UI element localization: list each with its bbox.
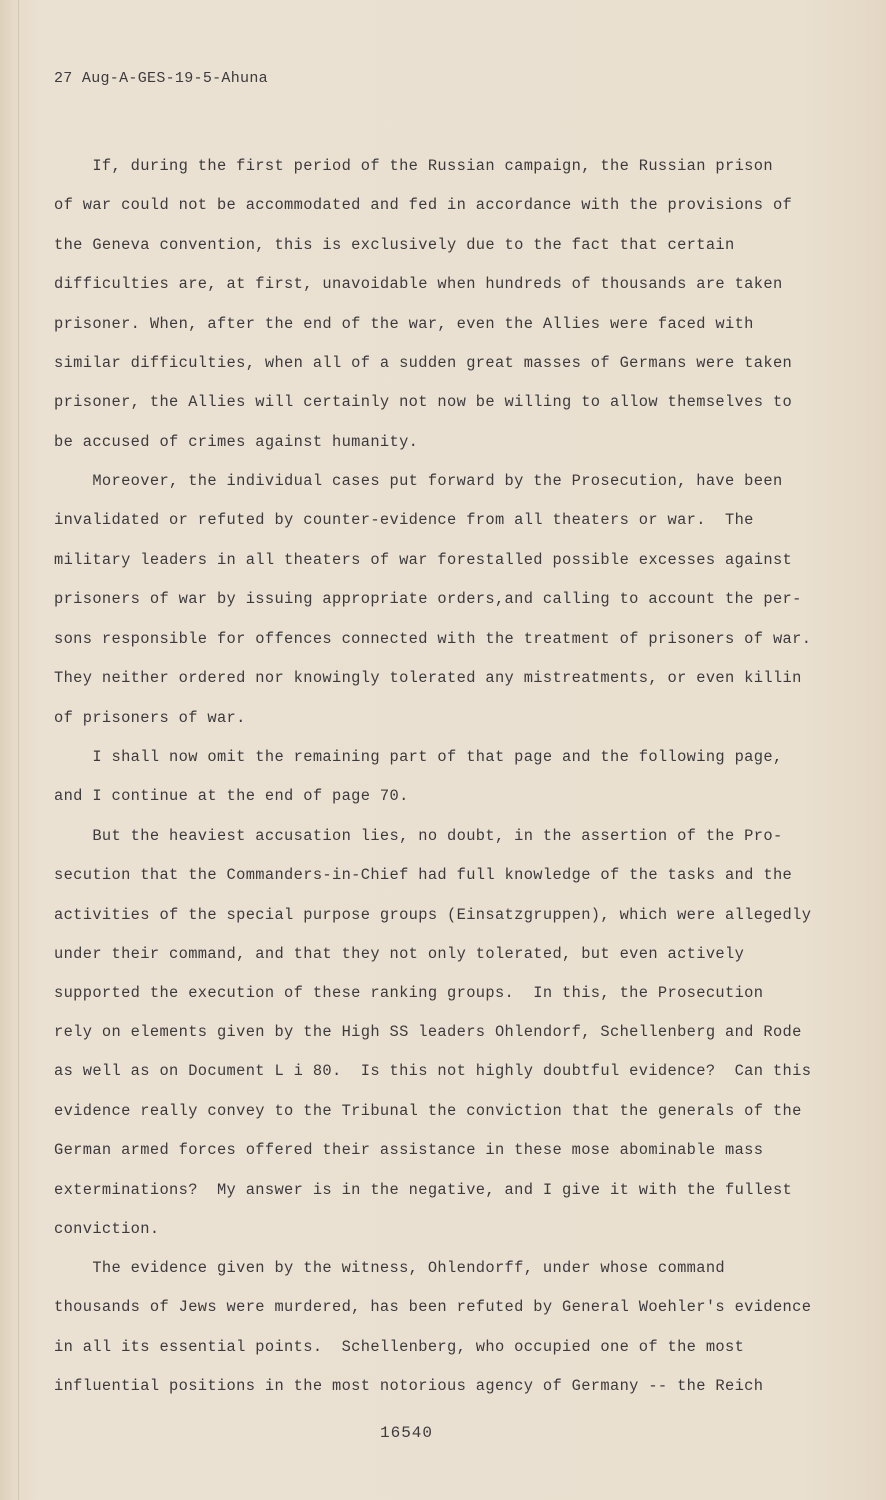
text-line: similar difficulties, when all of a sudden great masses of Germans were taken [54,354,793,372]
text-line: military leaders in all theaters of war forestalled possible excesses against [54,551,793,569]
text-line: activities of the special purpose groups (Einsatzgruppen), which were allegedly [54,906,812,924]
page-number: 16540 [380,1424,434,1442]
text-line: of war could not be accommodated and fed in accordance with the provisions of [54,196,793,214]
text-line: I shall now omit the remaining part of that page and the following page, [54,748,783,766]
text-line: evidence really convey to the Tribunal the conviction that the generals of the [54,1102,802,1120]
text-line: exterminations? My answer is in the negative, and I give it with the fullest [54,1181,793,1199]
text-line: secution that the Commanders-in-Chief had full knowledge of the tasks and the [54,866,793,884]
text-line: If, during the first period of the Russian campaign, the Russian prison [54,157,773,175]
text-line: The evidence given by the witness, Ohlendorff, under whose command [54,1259,726,1277]
text-line: under their command, and that they not only tolerated, but even actively [54,945,745,963]
text-line: prisoner, the Allies will certainly not now be willing to allow themselves to [54,393,793,411]
text-line: conviction. [54,1220,160,1238]
text-line: supported the execution of these ranking groups. In this, the Prosecution [54,984,764,1002]
text-line: But the heaviest accusation lies, no doubt, in the assertion of the Pro- [54,827,783,845]
text-line: the Geneva convention, this is exclusively due to the fact that certain [54,236,735,254]
torn-left-edge [0,0,19,1500]
text-line: in all its essential points. Schellenberg, who occupied one of the most [54,1338,745,1356]
text-line: rely on elements given by the High SS leaders Ohlendorf, Schellenberg and Rode [54,1023,802,1041]
text-line: German armed forces offered their assistance in these mose abominable mass [54,1141,764,1159]
text-line: of prisoners of war. [54,709,246,727]
text-line: difficulties are, at first, unavoidable when hundreds of thousands are taken [54,275,783,293]
text-line: invalidated or refuted by counter-evidence from all theaters or war. The [54,511,754,529]
text-line: sons responsible for offences connected with the treatment of prisoners of war. [54,630,812,648]
document-header: 27 Aug-A-GES-19-5-Ahuna [54,70,268,87]
text-line: They neither ordered nor knowingly tolerated any mistreatments, or even killin [54,669,802,687]
text-line: influential positions in the most notorious agency of Germany -- the Reich [54,1377,764,1395]
text-line: prisoners of war by issuing appropriate orders,and calling to account the per- [54,590,802,608]
text-line: prisoner. When, after the end of the war, even the Allies were faced with [54,315,754,333]
text-line: Moreover, the individual cases put forward by the Prosecution, have been [54,472,783,490]
text-line: and I continue at the end of page 70. [54,787,409,805]
text-line: as well as on Document L i 80. Is this not highly doubtful evidence? Can this [54,1062,812,1080]
text-line: thousands of Jews were murdered, has been refuted by General Woehler's evidence [54,1298,812,1316]
text-line: be accused of crimes against humanity. [54,433,419,451]
